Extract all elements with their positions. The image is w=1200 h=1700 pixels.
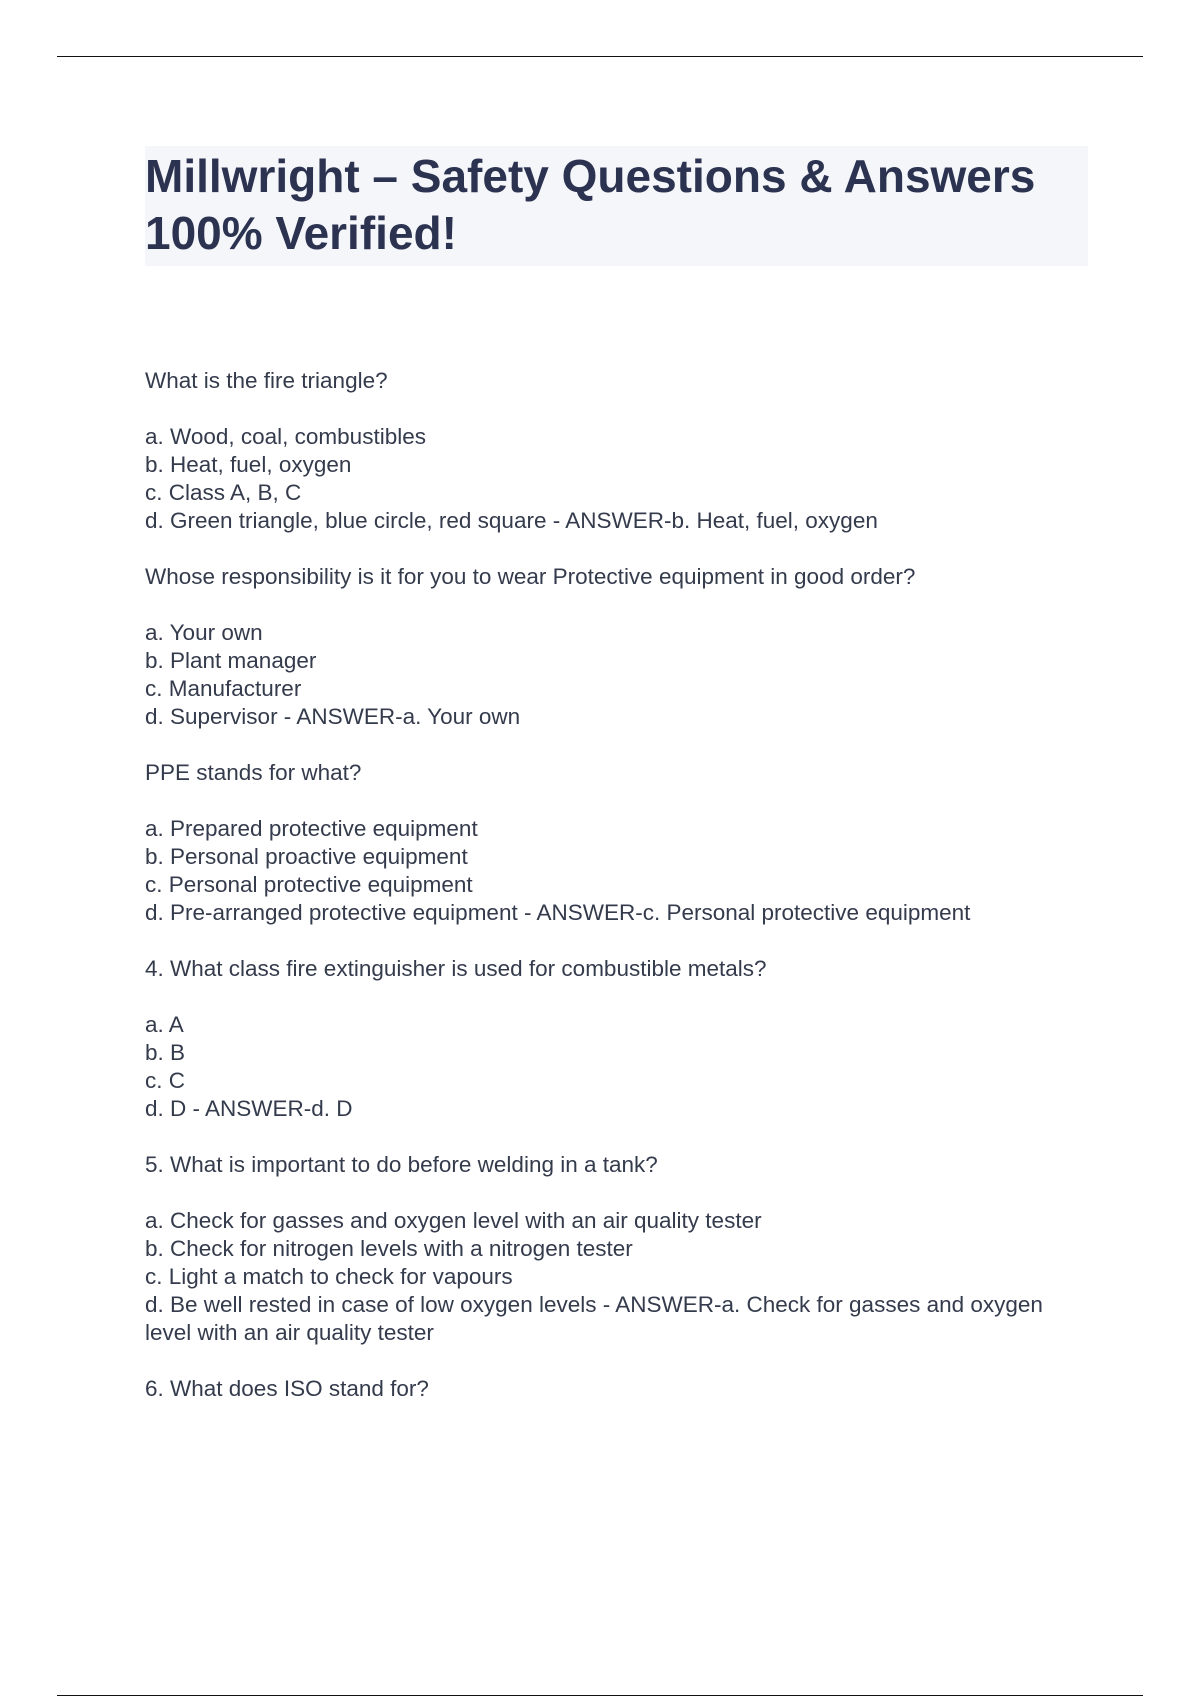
answer-option: a. A	[145, 1012, 184, 1037]
answer-option: b. Check for nitrogen levels with a nitrogen tester	[145, 1236, 633, 1261]
question-block-2	[145, 563, 1085, 731]
answer-option: d. Pre-arranged protective equipment - ANSWER-c. Personal protective equipment	[145, 900, 971, 925]
answer-option: b. Plant manager	[145, 648, 317, 673]
title-line-1: Millwright – Safety Questions & Answers	[145, 150, 1036, 202]
answer-option: d. Be well rested in case of low oxygen levels - ANSWER-a. Check for gasses and oxygen level with an air quality tester	[145, 1292, 1043, 1345]
answer-option: b. B	[145, 1040, 186, 1065]
answer-option: c. C	[145, 1068, 186, 1093]
document-title	[145, 146, 1088, 266]
question-text: PPE stands for what?	[145, 760, 362, 785]
answer-option: c. Class A, B, C	[145, 480, 302, 505]
question-block-6	[145, 1375, 1085, 1403]
answer-option: d. D - ANSWER-d. D	[145, 1096, 353, 1121]
question-block-1	[145, 367, 1085, 535]
question-text: 4. What class fire extinguisher is used for combustible metals?	[145, 956, 767, 981]
answer-option: a. Prepared protective equipment	[145, 816, 478, 841]
question-list	[145, 367, 1085, 1431]
question-block-4	[145, 955, 1085, 1123]
answer-option: c. Light a match to check for vapours	[145, 1264, 513, 1289]
question-text: Whose responsibility is it for you to wear Protective equipment in good order?	[145, 564, 916, 589]
answer-option: b. Personal proactive equipment	[145, 844, 468, 869]
top-rule	[57, 56, 1143, 57]
question-text: What is the fire triangle?	[145, 368, 388, 393]
title-line-2: 100% Verified!	[145, 207, 457, 259]
answer-option: c. Personal protective equipment	[145, 872, 473, 897]
question-block-5	[145, 1151, 1085, 1347]
answer-option: d. Supervisor - ANSWER-a. Your own	[145, 704, 521, 729]
question-text: 6. What does ISO stand for?	[145, 1376, 429, 1401]
answer-option: b. Heat, fuel, oxygen	[145, 452, 352, 477]
answer-option: a. Check for gasses and oxygen level with an air quality tester	[145, 1208, 762, 1233]
bottom-rule	[57, 1695, 1143, 1696]
answer-option: a. Wood, coal, combustibles	[145, 424, 426, 449]
answer-option: c. Manufacturer	[145, 676, 302, 701]
answer-option: d. Green triangle, blue circle, red square - ANSWER-b. Heat, fuel, oxygen	[145, 508, 878, 533]
answer-option: a. Your own	[145, 620, 263, 645]
question-block-3	[145, 759, 1085, 927]
question-text: 5. What is important to do before welding in a tank?	[145, 1152, 658, 1177]
